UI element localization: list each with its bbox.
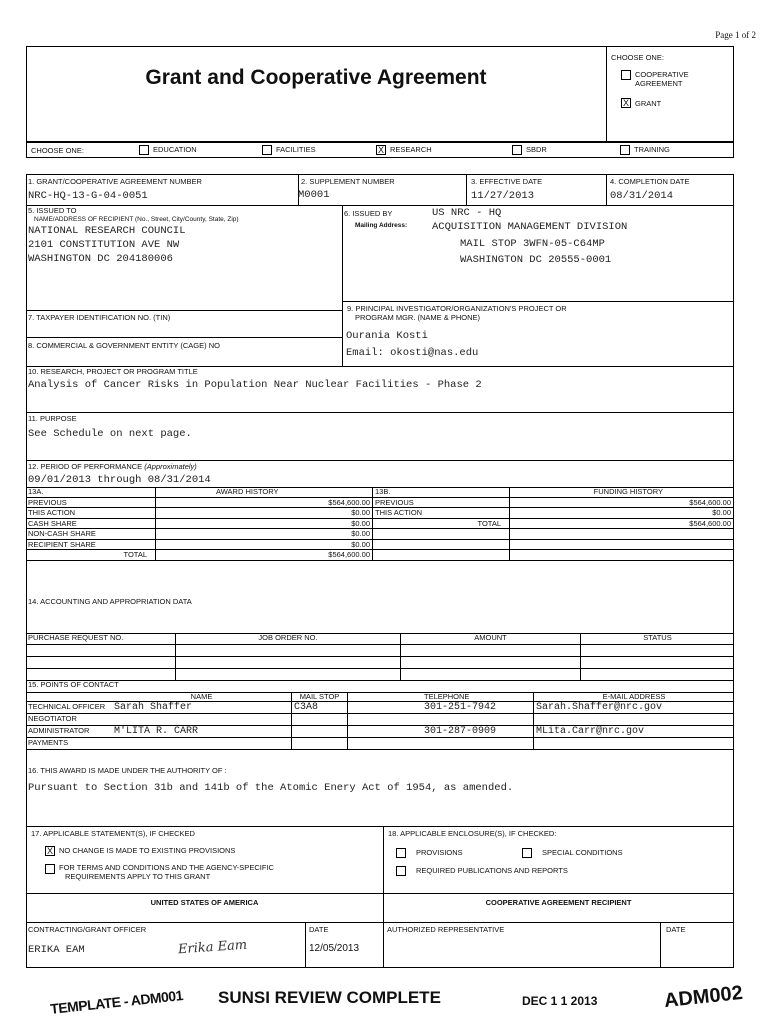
special-conditions-checkbox[interactable] — [522, 848, 532, 858]
contact-role: PAYMENTS — [26, 738, 112, 750]
contact-mailstop: C3A8 — [292, 702, 348, 714]
grant-label: GRANT — [635, 98, 662, 108]
status-header: STATUS — [581, 633, 734, 645]
sbdr-checkbox[interactable] — [512, 145, 522, 155]
contact-name-header: NAME — [112, 692, 292, 702]
no-change-checkbox[interactable]: X — [46, 846, 53, 856]
terms-conditions-label-2: REQUIREMENTS APPLY TO THIS GRANT — [65, 871, 211, 881]
accounting-label: 14. ACCOUNTING AND APPROPRIATION DATA — [28, 597, 192, 606]
award-row-label: THIS ACTION — [26, 508, 156, 519]
training-checkbox[interactable] — [620, 145, 630, 155]
award-row-value: $0.00 — [156, 540, 373, 551]
cooperative-agreement-label: COOPERATIVE AGREEMENT — [635, 70, 689, 88]
mailing-address-label: Mailing Address: — [355, 222, 408, 229]
award-total-label: TOTAL — [26, 550, 156, 561]
award-history-table — [26, 487, 373, 561]
principal-investigator-label: 9. PRINCIPAL INVESTIGATOR/ORGANIZATION'S PROJECT OR — [347, 304, 567, 313]
job-order-header: JOB ORDER NO. — [176, 633, 401, 645]
agreement-type-group — [621, 70, 705, 108]
issued-by-org: US NRC - HQ — [432, 207, 502, 219]
grant-officer-name: ERIKA EAM — [28, 944, 85, 956]
award-row-label: RECIPIENT SHARE — [26, 540, 156, 551]
award-row-value: $0.00 — [156, 508, 373, 519]
amount-header: AMOUNT — [401, 633, 581, 645]
option-training[interactable] — [620, 145, 670, 155]
recipient-street: 2101 CONSTITUTION AVE NW — [28, 239, 180, 251]
contact-mailstop-header: MAIL STOP — [292, 692, 348, 702]
supplement-number-value: M0001 — [298, 189, 330, 201]
option-facilities[interactable] — [262, 145, 316, 155]
contact-role: TECHNICAL OFFICER — [26, 702, 112, 714]
form-title: Grant and Cooperative Agreement — [145, 66, 487, 89]
issued-by-line-2: MAIL STOP 3WFN-05-C64MP — [460, 238, 605, 250]
completion-date-label: 4. COMPLETION DATE — [610, 177, 690, 186]
award-row-label: NON-CASH SHARE — [26, 529, 156, 540]
enclosure-provisions[interactable] — [396, 848, 463, 858]
usa-heading: UNITED STATES OF AMERICA — [150, 898, 259, 907]
required-publications-checkbox[interactable] — [396, 866, 406, 876]
issued-by-line-3: WASHINGTON DC 20555-0001 — [460, 254, 612, 266]
contact-name: M'LITA R. CARR — [112, 726, 292, 738]
investigator-name: Ourania Kosti — [346, 330, 428, 342]
statements-label: 17. APPLICABLE STATEMENT(S), IF CHECKED — [31, 829, 195, 838]
statement-terms-conditions[interactable] — [45, 864, 274, 881]
research-checkbox[interactable]: X — [377, 145, 384, 155]
contact-phone: 301-287-0909 — [422, 726, 534, 738]
period-label-text: 12. PERIOD OF PERFORMANCE — [28, 462, 143, 471]
purpose-value: See Schedule on next page. — [28, 428, 192, 440]
cooperative-agreement-checkbox[interactable] — [621, 70, 631, 80]
program-manager-label: PROGRAM MGR. (NAME & PHONE) — [355, 313, 481, 322]
terms-conditions-label: FOR TERMS AND CONDITIONS AND THE AGENCY-SPECIFIC — [59, 863, 274, 872]
research-label: RESEARCH — [390, 144, 432, 154]
award-row-value: $0.00 — [156, 529, 373, 540]
funding-history-table — [373, 487, 734, 561]
funding-total-label: TOTAL — [373, 519, 510, 530]
issued-to-sublabel: NAME/ADDRESS OF RECIPIENT (No., Street, City/County, State, Zip) — [34, 216, 239, 223]
facilities-label: FACILITIES — [276, 144, 316, 154]
officer-date-label: DATE — [309, 925, 329, 934]
officer-date-value: 12/05/2013 — [309, 943, 360, 954]
recipient-name: NATIONAL RESEARCH COUNCIL — [28, 225, 186, 237]
funding-row-value: $0.00 — [510, 508, 734, 519]
effective-date-value: 11/27/2013 — [471, 190, 535, 202]
grant-officer-signature: Erika Eam — [177, 937, 248, 958]
authority-label: 16. THIS AWARD IS MADE UNDER THE AUTHORITY OF : — [28, 766, 227, 775]
date-stamp: DEC 1 1 2013 — [522, 994, 598, 1008]
funding-13b-label: 13B. — [373, 487, 510, 498]
effective-date-label: 3. EFFECTIVE DATE — [471, 177, 543, 186]
authority-value: Pursuant to Section 31b and 141b of the Atomic Enery Act of 1954, as amended. — [28, 782, 514, 794]
funding-history-title: FUNDING HISTORY — [510, 487, 734, 498]
funding-row-label: THIS ACTION — [373, 508, 510, 519]
contact-phone: 301-251-7942 — [422, 702, 534, 714]
rep-date-label: DATE — [666, 925, 686, 934]
award-row-value: $0.00 — [156, 519, 373, 530]
supplement-number-label: 2. SUPPLEMENT NUMBER — [301, 177, 395, 186]
contact-email-header: E-MAIL ADDRESS — [534, 692, 734, 702]
option-research[interactable] — [376, 145, 432, 155]
funding-row-label: PREVIOUS — [373, 498, 510, 509]
recipient-heading: COOPERATIVE AGREEMENT RECIPIENT — [485, 898, 632, 907]
education-checkbox[interactable] — [139, 145, 149, 155]
contact-email: MLita.Carr@nrc.gov — [534, 726, 734, 738]
funding-total-value: $564,600.00 — [510, 519, 734, 530]
recipient-city: WASHINGTON DC 204180006 — [28, 253, 173, 265]
contact-phone-header: TELEPHONE — [422, 692, 534, 702]
purchase-request-table — [26, 633, 734, 681]
points-of-contact-label: 15. POINTS OF CONTACT — [28, 680, 119, 689]
enclosure-required-publications[interactable] — [396, 866, 568, 876]
award-row-label: PREVIOUS — [26, 498, 156, 509]
issued-by-label: 6. ISSUED BY — [344, 209, 393, 218]
choose-one-agreement-type-label: CHOOSE ONE: — [611, 53, 664, 62]
adm-stamp: ADM002 — [663, 981, 744, 1013]
program-title-value: Analysis of Cancer Risks in Population Near Nuclear Facilities - Phase 2 — [28, 379, 482, 391]
contact-role: ADMINISTRATOR — [26, 726, 112, 738]
training-label: TRAINING — [634, 144, 670, 154]
option-education[interactable] — [139, 145, 197, 155]
award-total-value: $564,600.00 — [156, 550, 373, 561]
period-label-note: (Approximately) — [144, 462, 197, 471]
purchase-request-header: PURCHASE REQUEST NO. — [26, 633, 176, 645]
option-cooperative-agreement[interactable] — [621, 70, 705, 88]
template-stamp: TEMPLATE - ADM001 — [49, 987, 184, 1017]
special-conditions-label: SPECIAL CONDITIONS — [542, 847, 623, 857]
contact-role: NEGOTIATOR — [26, 714, 112, 726]
agreement-number-value: NRC-HQ-13-G-04-0051 — [28, 190, 148, 202]
period-value: 09/01/2013 through 08/31/2014 — [28, 474, 211, 486]
grant-officer-label: CONTRACTING/GRANT OFFICER — [28, 925, 147, 934]
terms-conditions-checkbox[interactable] — [45, 864, 55, 874]
award-history-title: AWARD HISTORY — [156, 487, 373, 498]
enclosure-special-conditions[interactable] — [522, 848, 623, 858]
award-13a-label: 13A. — [26, 487, 156, 498]
issued-by-line-1: ACQUISITION MANAGEMENT DIVISION — [432, 221, 628, 233]
contact-name: Sarah Shaffer — [112, 702, 292, 714]
enclosures-label: 18. APPLICABLE ENCLOSURE(S), IF CHECKED: — [388, 829, 557, 838]
cage-number-label: 8. COMMERCIAL & GOVERNMENT ENTITY (CAGE) NO — [28, 341, 220, 350]
sunsi-review-stamp: SUNSI REVIEW COMPLETE — [218, 988, 441, 1007]
program-title-label: 10. RESEARCH, PROJECT OR PROGRAM TITLE — [28, 367, 198, 376]
agreement-number-label: 1. GRANT/COOPERATIVE AGREEMENT NUMBER — [28, 177, 202, 186]
grant-checkbox[interactable]: X — [622, 98, 629, 108]
no-change-label: NO CHANGE IS MADE TO EXISTING PROVISIONS — [59, 845, 236, 855]
contact-email: Sarah.Shaffer@nrc.gov — [534, 702, 734, 714]
taxpayer-id-label: 7. TAXPAYER IDENTIFICATION NO. (TIN) — [28, 313, 171, 322]
page-number: Page 1 of 2 — [715, 30, 756, 40]
investigator-email: Email: okosti@nas.edu — [346, 347, 479, 359]
award-row-label: CASH SHARE — [26, 519, 156, 530]
facilities-checkbox[interactable] — [262, 145, 272, 155]
education-label: EDUCATION — [153, 144, 197, 154]
provisions-label: PROVISIONS — [416, 847, 463, 857]
issued-to-label: 5. ISSUED TO — [28, 206, 77, 215]
option-sbdr[interactable] — [512, 145, 547, 155]
contacts-table — [26, 692, 734, 760]
purpose-label: 11. PURPOSE — [28, 414, 77, 423]
sbdr-label: SBDR — [526, 144, 547, 154]
required-publications-label: REQUIRED PUBLICATIONS AND REPORTS — [416, 865, 568, 875]
choose-one-program-label: CHOOSE ONE: — [31, 146, 84, 155]
provisions-checkbox[interactable] — [396, 848, 406, 858]
authorized-rep-label: AUTHORIZED REPRESENTATIVE — [387, 925, 505, 934]
period-label — [28, 463, 197, 472]
statement-no-change[interactable] — [45, 846, 235, 856]
funding-row-value: $564,600.00 — [510, 498, 734, 509]
option-grant[interactable] — [621, 98, 705, 108]
completion-date-value: 08/31/2014 — [610, 190, 674, 202]
award-row-value: $564,600.00 — [156, 498, 373, 509]
